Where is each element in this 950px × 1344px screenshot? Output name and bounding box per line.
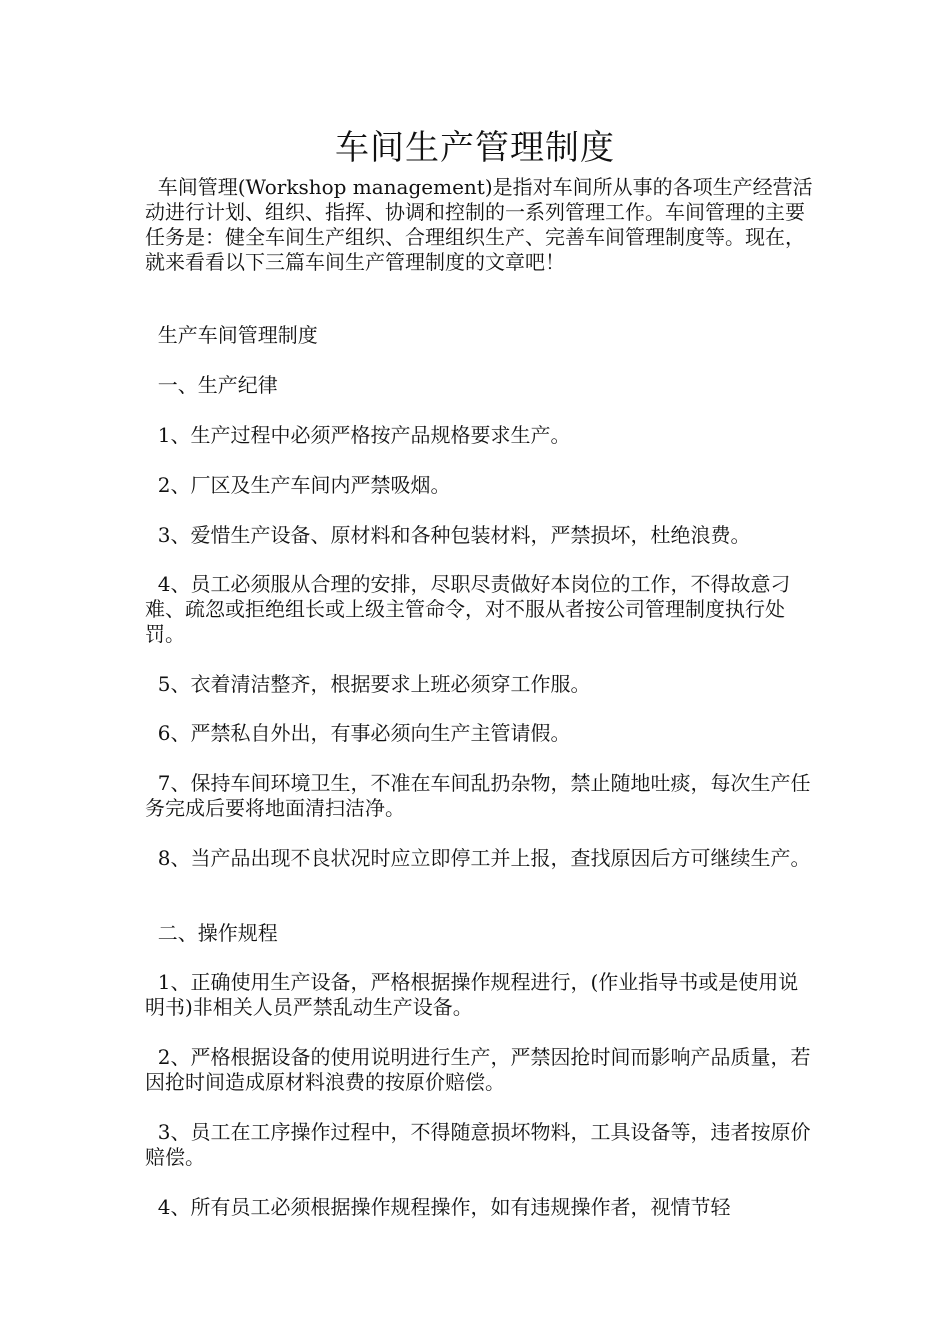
discipline-item-6: 6、严禁私自外出，有事必须向生产主管请假。 [145, 721, 571, 745]
discipline-heading: 一、生产纪律 [145, 373, 278, 397]
discipline-item-3: 3、爱惜生产设备、原材料和各种包装材料，严禁损坏，杜绝浪费。 [145, 523, 751, 547]
discipline-item-5: 5、衣着清洁整齐，根据要求上班必须穿工作服。 [145, 672, 591, 696]
operation-item-2: 2、严格根据设备的使用说明进行生产，严禁因抢时间而影响产品质量，若因抢时间造成原材料浪费的按原价赔偿。 [145, 1045, 811, 1094]
operation-heading: 二、操作规程 [145, 921, 278, 945]
discipline-item-8: 8、当产品出现不良状况时应立即停工并上报，查找原因后方可继续生产。 [145, 846, 811, 870]
discipline-item-4: 4、员工必须服从合理的安排，尽职尽责做好本岗位的工作，不得故意刁难、疏忽或拒绝组长或上级主管命令，对不服从者按公司管理制度执行处罚。 [145, 572, 791, 646]
discipline-item-7: 7、保持车间环境卫生，不准在车间乱扔杂物，禁止随地吐痰，每次生产任务完成后要将地面清扫洁净。 [145, 771, 811, 820]
operation-item-1: 1、正确使用生产设备，严格根据操作规程进行，(作业指导书或是使用说明书)非相关人员严禁乱动生产设备。 [145, 970, 799, 1019]
discipline-item-2: 2、厂区及生产车间内严禁吸烟。 [145, 473, 451, 497]
section-heading: 生产车间管理制度 [145, 323, 318, 347]
operation-item-4: 4、所有员工必须根据操作规程操作，如有违规操作者，视情节轻 [145, 1195, 731, 1219]
operation-item-3: 3、员工在工序操作过程中，不得随意损坏物料，工具设备等，违者按原价赔偿。 [145, 1120, 811, 1169]
intro-paragraph: 车间管理(Workshop management)是指对车间所从事的各项生产经营活动进行计划、组织、指挥、协调和控制的一系列管理工作。车间管理的主要任务是：健全车间生产组织、合理组织生产、完善车间管理制度等。现在，就来看看以下三篇车间生产管理制度的文章吧！ [145, 175, 813, 274]
discipline-item-1: 1、生产过程中必须严格按产品规格要求生产。 [145, 423, 571, 447]
document-title: 车间生产管理制度 [335, 128, 615, 168]
